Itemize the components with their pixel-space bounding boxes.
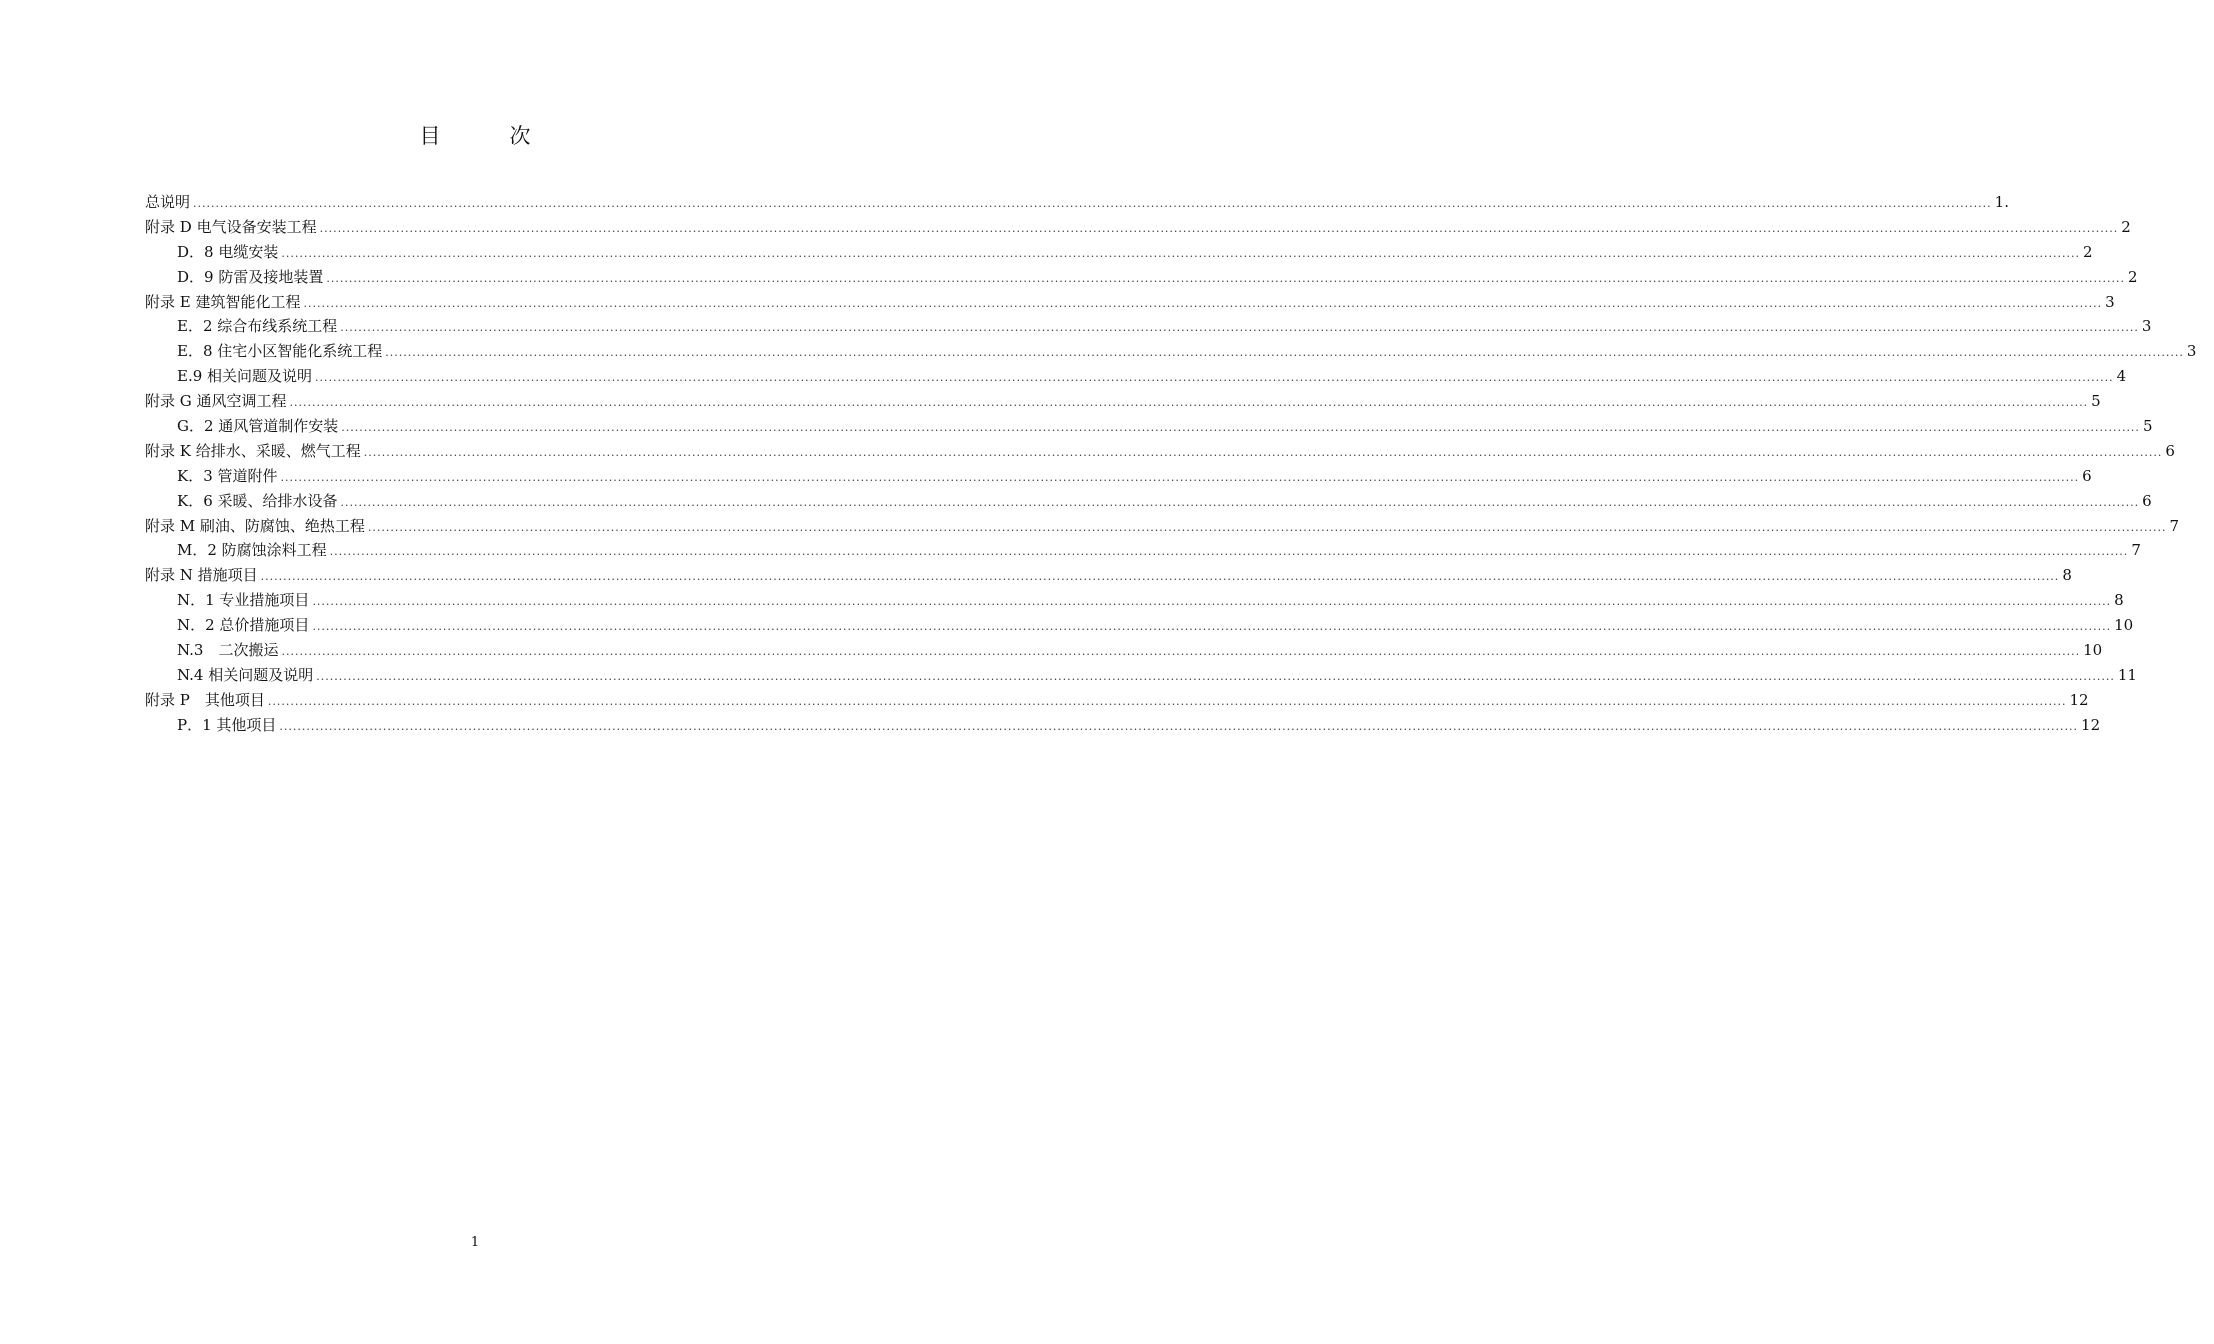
toc-entry-label: P．1 其他项目: [177, 715, 277, 734]
toc-entry-label: N.3 二次搬运: [177, 641, 279, 660]
toc-entry-page: 10: [2114, 616, 2134, 635]
toc-entry-page: 2: [2127, 267, 2138, 286]
toc-entry-page: 6: [2082, 466, 2092, 485]
toc-entry-label: D．9 防雷及接地装置: [177, 267, 324, 286]
toc-dot-leader: ................................................................................................................................................................................................................................................................................................................................................................................................................: [319, 221, 2119, 235]
toc-entry-label: M．2 防腐蚀涂料工程: [177, 541, 327, 560]
toc-dot-leader: ................................................................................................................................................................................................................................................................................................................................................................................................................: [312, 620, 2112, 634]
toc-entry-page: 4: [2116, 367, 2127, 386]
toc-entry-label: 附录 M 刷油、防腐蚀、绝热工程: [145, 516, 365, 535]
toc-entry[interactable]: [145, 713, 2101, 738]
toc-entry[interactable]: [145, 588, 2124, 613]
toc-entry-label: N．2 总价措施项目: [177, 616, 310, 635]
toc-dot-leader: ................................................................................................................................................................................................................................................................................................................................................................................................................: [303, 296, 2103, 310]
toc-entry-page: 7: [2169, 516, 2180, 535]
toc-dot-leader: ................................................................................................................................................................................................................................................................................................................................................................................................................: [326, 271, 2125, 285]
toc-entry-label: 附录 D 电气设备安装工程: [145, 217, 317, 236]
toc-entry-page: 6: [2142, 491, 2152, 510]
toc-entry[interactable]: [145, 215, 2131, 240]
toc-entry-label: K．6 采暖、给排水设备: [177, 491, 338, 510]
toc-entry[interactable]: [145, 688, 2089, 713]
toc-dot-leader: ................................................................................................................................................................................................................................................................................................................................................................................................................: [341, 421, 2140, 435]
toc-entry-page: 12: [2081, 715, 2101, 734]
toc-entry-page: 7: [2131, 541, 2141, 560]
page-number: 1: [470, 1235, 480, 1250]
toc-entry-page: 6: [2165, 441, 2175, 460]
toc-entry-page: 3: [2186, 342, 2197, 361]
toc-entry-label: 附录 E 建筑智能化工程: [145, 292, 301, 311]
toc-dot-leader: ................................................................................................................................................................................................................................................................................................................................................................................................................: [260, 570, 2060, 584]
toc-entry-page: 2: [2121, 217, 2131, 236]
toc-entry-label: E.9 相关问题及说明: [177, 367, 313, 386]
toc-entry-label: N．1 专业措施项目: [177, 591, 310, 610]
toc-entry-label: D．8 电缆安装: [177, 242, 279, 261]
toc-entry-page: 8: [2114, 591, 2124, 610]
toc-entry[interactable]: [145, 364, 2127, 389]
toc-entry[interactable]: [145, 489, 2152, 514]
toc-entry[interactable]: [145, 563, 2072, 588]
toc-entry-label: 附录 N 措施项目: [145, 566, 258, 585]
toc-entry-page: 12: [2069, 690, 2089, 709]
toc-entry-label: 附录 K 给排水、采暖、燃气工程: [145, 441, 361, 460]
toc-entry-label: 附录 G 通风空调工程: [145, 392, 287, 411]
toc-dot-leader: ................................................................................................................................................................................................................................................................................................................................................................................................................: [363, 445, 2163, 459]
toc-entry-page: 10: [2083, 641, 2103, 660]
toc-entry[interactable]: [145, 339, 2197, 364]
toc-dot-leader: ................................................................................................................................................................................................................................................................................................................................................................................................................: [367, 520, 2167, 534]
toc-entry-label: 总说明: [145, 193, 191, 211]
table-of-contents: [145, 190, 2197, 738]
toc-entry[interactable]: [145, 663, 2137, 688]
toc-entry[interactable]: [145, 414, 2153, 439]
toc-dot-leader: ................................................................................................................................................................................................................................................................................................................................................................................................................: [315, 371, 2114, 385]
toc-entry-page: 5: [2091, 392, 2101, 411]
toc-entry-label: N.4 相关问题及说明: [177, 665, 314, 684]
toc-dot-leader: ................................................................................................................................................................................................................................................................................................................................................................................................................: [385, 346, 2184, 360]
toc-entry-page: 11: [2117, 665, 2137, 684]
toc-dot-leader: ................................................................................................................................................................................................................................................................................................................................................................................................................: [281, 246, 2080, 260]
toc-entry-page: 2: [2082, 242, 2093, 261]
toc-dot-leader: ................................................................................................................................................................................................................................................................................................................................................................................................................: [289, 396, 2089, 410]
toc-entry[interactable]: [145, 190, 2009, 215]
toc-dot-leader: ................................................................................................................................................................................................................................................................................................................................................................................................................: [329, 545, 2129, 559]
toc-entry-label: G．2 通风管道制作安装: [177, 417, 339, 436]
toc-entry[interactable]: [145, 439, 2175, 464]
toc-entry[interactable]: [145, 613, 2134, 638]
toc-entry[interactable]: [145, 638, 2103, 663]
toc-entry-label: E．8 住宅小区智能化系统工程: [177, 342, 383, 361]
toc-entry[interactable]: [145, 538, 2141, 563]
toc-entry-page: 5: [2142, 417, 2153, 436]
toc-dot-leader: ................................................................................................................................................................................................................................................................................................................................................................................................................: [280, 470, 2080, 484]
toc-entry[interactable]: [145, 290, 2115, 315]
toc-entry[interactable]: [145, 240, 2093, 265]
toc-dot-leader: ................................................................................................................................................................................................................................................................................................................................................................................................................: [340, 321, 2139, 335]
toc-entry-label: 附录 P 其他项目: [145, 690, 265, 709]
toc-dot-leader: ................................................................................................................................................................................................................................................................................................................................................................................................................: [340, 495, 2140, 509]
toc-entry[interactable]: [145, 464, 2092, 489]
toc-entry[interactable]: [145, 389, 2101, 414]
toc-dot-leader: ................................................................................................................................................................................................................................................................................................................................................................................................................: [281, 645, 2081, 659]
toc-entry-label: K．3 管道附件: [177, 466, 278, 485]
toc-entry-label: E．2 综合布线系统工程: [177, 317, 338, 336]
page-title: 目 次: [419, 124, 555, 148]
toc-entry-page: 1.: [1994, 193, 2009, 211]
toc-dot-leader: ................................................................................................................................................................................................................................................................................................................................................................................................................: [267, 694, 2067, 708]
toc-dot-leader: ................................................................................................................................................................................................................................................................................................................................................................................................................: [316, 669, 2115, 683]
toc-dot-leader: ................................................................................................................................................................................................................................................................................................................................................................................................................: [279, 719, 2079, 733]
toc-entry[interactable]: [145, 314, 2152, 339]
toc-dot-leader: ................................................................................................................................................................................................................................................................................................................................................................................................................: [312, 595, 2112, 609]
toc-entry[interactable]: [145, 514, 2180, 539]
toc-entry-page: 3: [2141, 317, 2152, 336]
toc-dot-leader: ................................................................................................................................................................................................................................................................................................................................................................................................................: [193, 197, 1992, 210]
toc-entry[interactable]: [145, 265, 2138, 290]
toc-entry-page: 8: [2062, 566, 2072, 585]
toc-entry-page: 3: [2105, 292, 2115, 311]
